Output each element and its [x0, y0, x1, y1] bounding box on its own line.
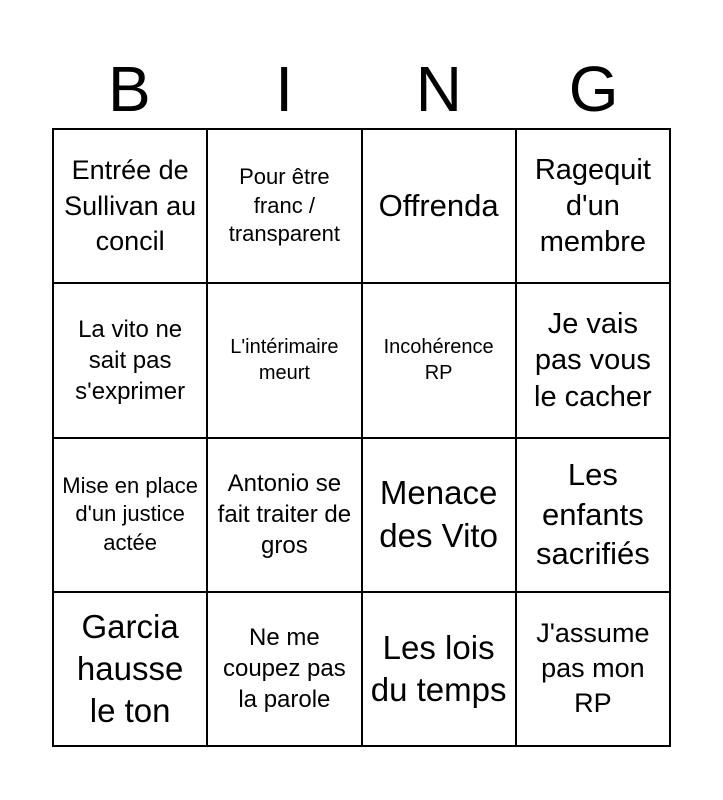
bingo-cell[interactable]: Les enfants sacrifiés	[517, 439, 671, 593]
bingo-cell[interactable]: Antonio se fait traiter de gros	[208, 439, 362, 593]
bingo-cell[interactable]: Les lois du temps	[363, 593, 517, 747]
bingo-cell[interactable]: Mise en place d'un justice actée	[54, 439, 208, 593]
bingo-cell[interactable]: Entrée de Sullivan au concil	[54, 130, 208, 284]
bingo-cell[interactable]: Pour être franc / transparent	[208, 130, 362, 284]
bingo-grid	[52, 128, 671, 747]
header-letter-g: G	[568, 53, 619, 125]
bingo-cell[interactable]: Garcia hausse le ton	[54, 593, 208, 747]
bingo-cell[interactable]: Menace des Vito	[363, 439, 517, 593]
bingo-cell[interactable]: L'intérimaire meurt	[208, 284, 362, 438]
header-letter-i: I	[275, 53, 294, 125]
bingo-cell[interactable]: La vito ne sait pas s'exprimer	[54, 284, 208, 438]
header-letter-b: B	[108, 53, 151, 125]
bingo-cell[interactable]: Incohérence RP	[363, 284, 517, 438]
bingo-cell[interactable]: Je vais pas vous le cacher	[517, 284, 671, 438]
bingo-cell[interactable]: J'assume pas mon RP	[517, 593, 671, 747]
bingo-cell[interactable]: Offrenda	[363, 130, 517, 284]
bingo-header	[52, 50, 671, 128]
header-letter-n: N	[415, 53, 462, 125]
bingo-cell[interactable]: Ne me coupez pas la parole	[208, 593, 362, 747]
bingo-cell[interactable]: Ragequit d'un membre	[517, 130, 671, 284]
